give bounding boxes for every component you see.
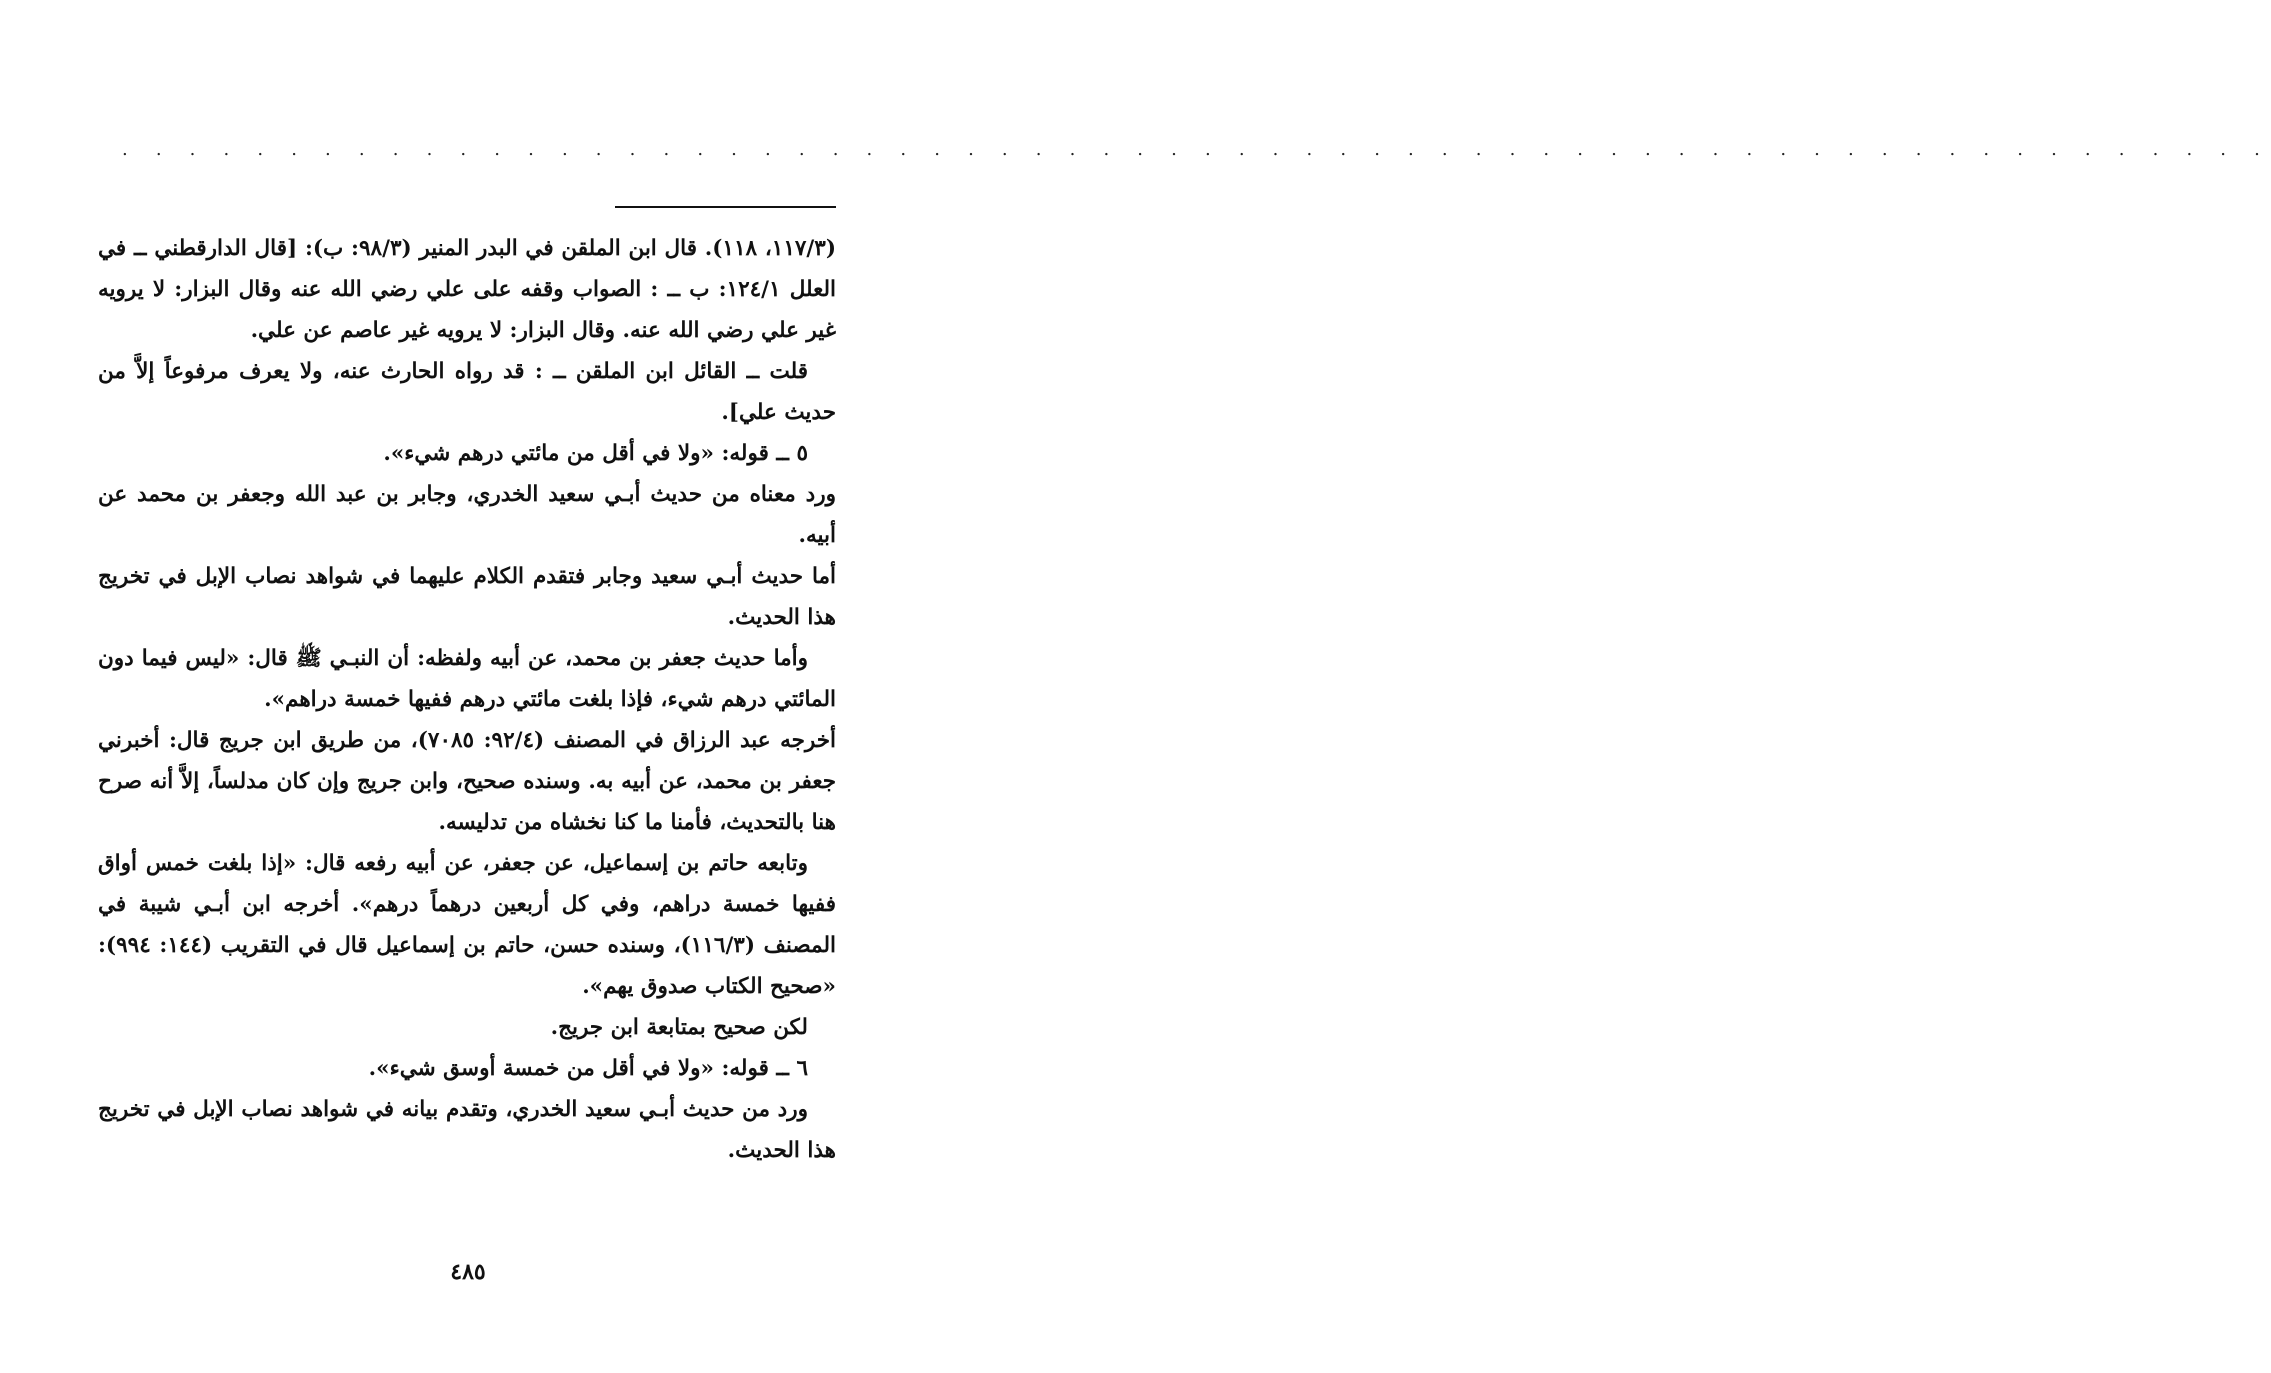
paragraph-abu-said-jabir: أما حديث أبـي سعيد وجابر فتقدم الكلام عليهما في شواهد نصاب الإبل في تخريج هذا الحديث.: [98, 564, 836, 630]
paragraph-item-5-heading: ٥ ــ قوله: «ولا في أقل من مائتي درهم شيء».: [383, 441, 808, 466]
paragraph-ibn-jurayj-support: لكن صحيح بمتابعة ابن جريج.: [550, 1015, 808, 1040]
page-number: ٤٨٥: [450, 1259, 486, 1285]
footnote-rule: [615, 206, 836, 208]
dotted-separator: . . . . . . . . . . . . . . . . . . . . . . . . . . . . . . . . . . . . . . . . . . . . . . . . . . . . . . . . . . . . . . . .: [122, 139, 2271, 160]
paragraph-item-6-heading: ٦ ــ قوله: «ولا في أقل من خمسة أوسق شيء».: [368, 1056, 808, 1081]
paragraph-ibn-mulaqqin-note: قلت ــ القائل ابن الملقن ــ : قد رواه الحارث عنه، ولا يعرف مرفوعاً إلاَّ من حديث علي].: [98, 359, 836, 425]
paragraph-abu-said-source: ورد من حديث أبـي سعيد الخدري، وتقدم بيانه في شواهد نصاب الإبل في تخريج هذا الحديث.: [98, 1097, 836, 1163]
paragraph-hatim-ismail: وتابعه حاتم بن إسماعيل، عن جعفر، عن أبيه رفعه قال: «إذا بلغت خمس أواق ففيها خمسة دراهم، وفي كل أربعين درهماً درهم». أخرجه ابن أبـي شيبة في المصنف (١١٦/٣)، وسنده حسن، حاتم بن إسماعيل قال في التقريب (١٤٤: ٩٩٤): «صحيح الكتاب صدوق يهم».: [98, 851, 836, 999]
paragraph-footnote-continuation: (١١٧/٣، ١١٨). قال ابن الملقن في البدر المنير (٩٨/٣: ب): [قال الدارقطني ــ في العلل ١٢٤/١: ب ــ : الصواب وقفه على علي رضي الله عنه وقال البزار: لا يرويه غير علي رضي الله عنه. وقال البزار: لا يرويه غير عاصم عن علي.: [98, 236, 836, 343]
body-text: [98, 228, 836, 1171]
paragraph-abd-al-razzaq: أخرجه عبد الرزاق في المصنف (٩٢/٤: ٧٠٨٥)، من طريق ابن جريج قال: أخبرني جعفر بن محمد، عن أبيه به. وسنده صحيح، وابن جريج وإن كان مدلساً، إلاَّ أنه صرح هنا بالتحديث، فأمنا ما كنا نخشاه من تدليسه.: [98, 728, 837, 835]
paragraph-meaning-sources: ورد معناه من حديث أبـي سعيد الخدري، وجابر بن عبد الله وجعفر بن محمد عن أبيه.: [98, 482, 836, 548]
paragraph-jafar-hadith: وأما حديث جعفر بن محمد، عن أبيه ولفظه: أن النبـي ﷺ قال: «ليس فيما دون المائتي درهم شيء، فإذا بلغت مائتي درهم ففيها خمسة دراهم».: [98, 646, 836, 712]
